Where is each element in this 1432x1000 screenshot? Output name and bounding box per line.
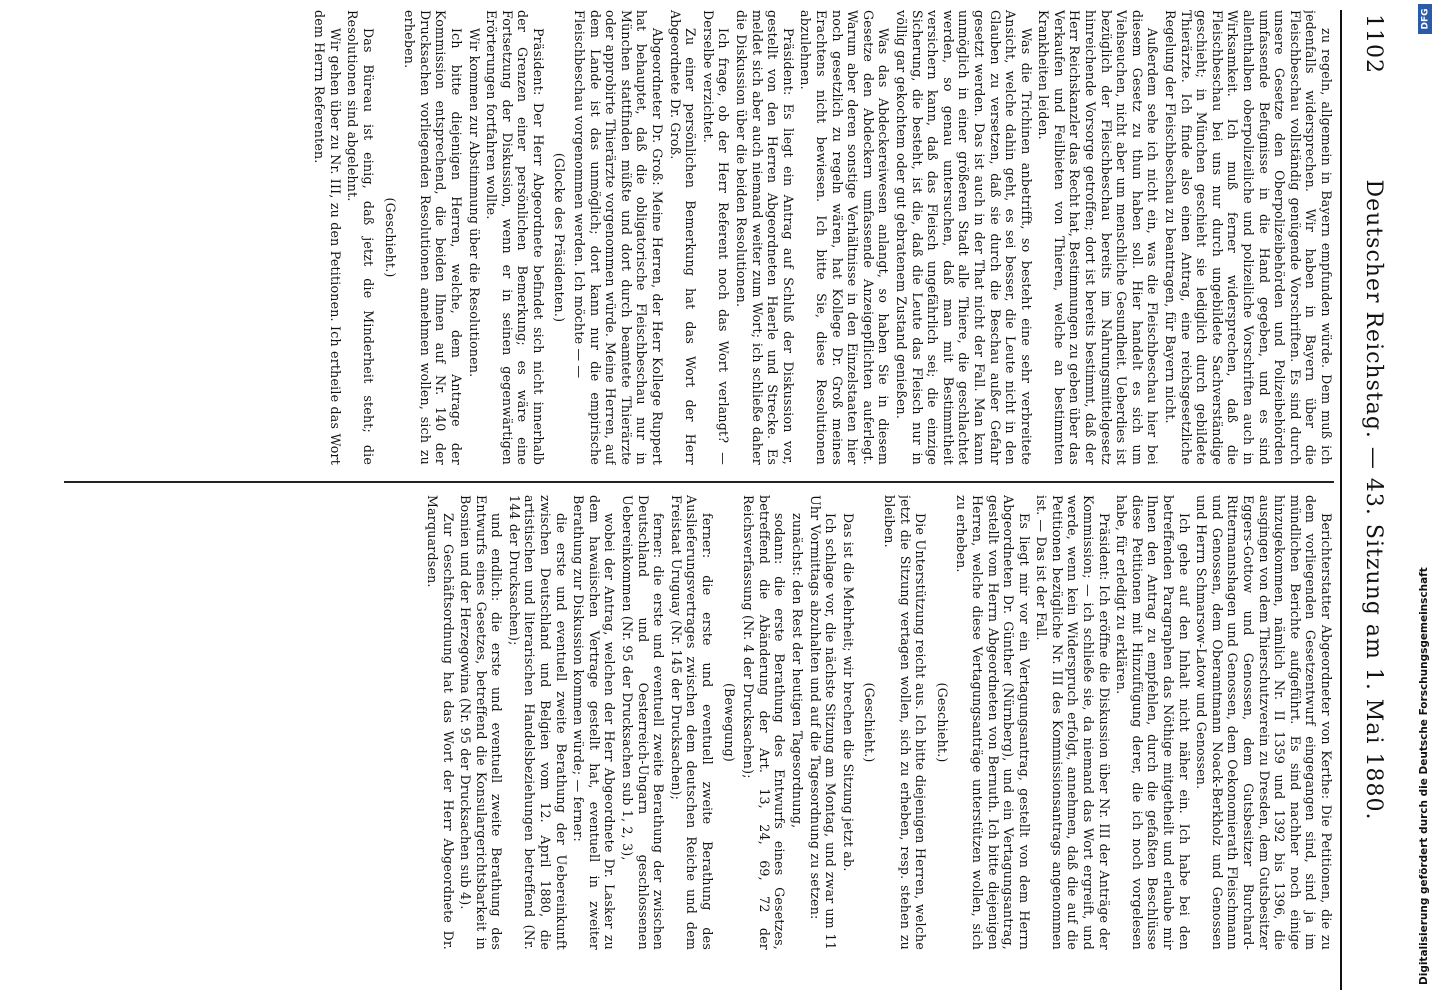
paragraph: zu regeln, allgemein in Bayern empfunden würde. Dem muß ich jedenfalls widersprechen. Wir haben in Bayern über die Fleischbeschau vollständig genügende Vorschriften. Es sind durch unsere Gesetze den Oberpolizeibehörden und Polizeibehörden umfassende Befugnisse in die Hand gegeben, und es sind allenthalben oberpolizeiliche und polizeiliche Vorschriften auch in Wirksamkeit. Ich muß ferner widersprechen, daß die Fleischbeschau bei uns nur durch ungebildete Sachverständige geschieht; in München geschieht sie lediglich durch gebildete Thierärzte. Ich finde also einen Antrag, eine reichsgesetzliche Regelung der Fleischbeschau zu beantragen, für Bayern nicht.: [1163, 10, 1334, 465]
paragraph: ferner: die erste und eventuell zweite Berathung des Auslieferungsvertrages zwischen dem deutschen Reiche und dem Freistaat Uruguay (Nr. 145 der Drucksachen);: [668, 495, 716, 950]
page-header: [1346, 10, 1390, 990]
paragraph: wobei der Antrag, welchen der Herr Abgeordnete Dr. Lasker zu dem hawaiischen Vertrage gestellt hat, eventuell in zweiter Berathung zur Diskussion kommen würde; — ferner:: [571, 495, 618, 950]
paragraph: (Bewegung): [721, 682, 737, 763]
paragraph: Berichterstatter Abgeordneter von Kerthe: Die Petitionen, die zu dem vorliegenden Gesetzentwurf eingegangen sind, sind ja im mündlichen Berichte aufgeführt. Es sind nachher noch einige hinzugekommen, nämlich Nr. II 1359 und 1392 bis 1396, die ausgingen von dem Thierschutzverein zu Dresden, dem Gutsbesitzer Eggers-Gottow und Genossen, dem Gutsbesitzer Burchard-Rittermannshagen und Genossen, dem Oekonomierath Fleischmann und Genossen, dem Oberamtmann Noack-Berkholz und Genossen und Herrn Schmarsow-Latow und Genossen.: [1194, 495, 1334, 950]
paragraph: Ich bitte diejenigen Herren, welche, dem Antrage der Kommission entsprechend, die beiden Ihnen auf Nr. 140 der Drucksachen vorliegenden Resolutionen annehmen wollen, sich zu erheben.: [402, 10, 464, 465]
paragraph: sodann: die erste Berathung des Entwurfs eines Gesetzes, betreffend die Abänderung der Art. 13, 24, 69, 72 der Reichsverfassung (Nr. 4 der Drucksachen);: [741, 495, 788, 950]
paragraph: Wir gehen über zu Nr. III, zu den Petitionen. Ich ertheile das Wort dem Herrn Referenten.: [312, 10, 343, 465]
paragraph: Ich schlage vor, die nächste Sitzung am Montag, und zwar um 11 Uhr Vormittags abzuhalten und auf die Tagesordnung zu setzen:: [807, 495, 839, 950]
document-page: [50, 10, 1390, 990]
paragraph: und endlich: die erste und eventuell zweite Berathung des Entwurfs eines Gesetzes, betreffend die Konsulargerichtsbarkeit in Bosnien und der Herzegowina (Nr. 95 der Drucksachen sub 4).: [458, 495, 505, 950]
paragraph: Es liegt mir vor ein Vertagungsantrag, gestellt von dem Herrn Abgeordneten Dr. Günther (Nürnberg), und ein Vertagungsantrag, gestellt vom Herrn Abgeordneten von Bernuth. Ich bitte diejenigen Herren, welche diese Vertagungsanträge unterstützen wollen, sich zu erheben.: [954, 495, 1032, 950]
paragraph: Das ist die Mehrheit; wir brechen die Sitzung jetzt ab.: [840, 513, 856, 872]
paragraph: Was die Trichinen anbetrifft, so besteht eine sehr verbreitete Ansicht, welche dahin geht, es sei besser, die Leute nicht in den Glauben zu versetzen, daß sie durch die Beschau außer Gefahr gesetzt werden. Das ist auch in der That nicht der Fall. Man kann unmöglich in einer größeren Stadt alle Thiere, die geschlachtet werden, so genau untersuchen, daß man mit Bestimmtheit versichern kann, daß das Fleisch ungefährlich sei; die einzige Sicherung, die besteht, ist die, daß die Leute das Fleisch nur in völlig gar gekochtem oder gut gebratenem Zustand genießen.: [893, 10, 1034, 465]
paragraph: Zu einer persönlichen Bemerkung hat das Wort der Herr Abgeordnete Dr. Groß.: [667, 10, 699, 465]
paragraph: Was das Abdeckereiwesen anlangt, so haben Sie in diesem Gesetze den Abdeckern umfassende Anzeigepflichten auferlegt. Warum aber deren sonstige Verhältnisse in den Einzelstaaten hier noch gesetzlich zu regeln wären, hat Kollege Dr. Groß meines Erachtens nicht bewiesen. Ich bitte Sie, diese Resolutionen abzulehnen.: [798, 10, 892, 465]
header-rule: [1340, 10, 1342, 990]
paragraph: Präsident: Der Herr Abgeordnete befindet sich nicht innerhalb der Grenzen einer persönlichen Bemerkung; es wäre eine Fortsetzung der Diskussion, wenn er in seinen gegenwärtigen Erörterungen fortfahren wollte.: [484, 10, 546, 465]
paragraph: Ich frage, ob der Herr Referent noch das Wort verlangt? — Derselbe verzichtet.: [700, 10, 732, 465]
paragraph: Ich gehe auf den Inhalt nicht näher ein. Ich habe bei den betreffenden Paragraphen das Nöthige mitgetheilt und erlaube mir Ihnen den Antrag zu empfehlen, durch die gefaßten Beschlüsse diese Petitionen mit Hinzufügung derer, die ich noch vorgelesen habe, für erledigt zu erklären.: [1114, 495, 1192, 950]
dfg-logo: [1418, 4, 1432, 34]
dfg-logo-text: DFG: [1420, 8, 1431, 30]
page-title: Deutscher Reichstag. — 43. Sitzung am 1. Mai 1880.: [1361, 179, 1386, 821]
digitization-credit: Digitalisierung gefördert durch die Deutsche Forschungsgemeinschaft: [1418, 567, 1430, 985]
paragraph: die erste und eventuell zweite Berathung der Uebereinkunft zwischen Deutschland und Belgien vom 12. April 1880, die artistischen und literarischen Handelsbeziehungen betreffend (Nr. 144 der Drucksachen);: [506, 495, 569, 950]
paragraph: Außerdem sehe ich nicht ein, was die Fleischbeschau hier bei diesem Gesetz zu thun haben soll. Hier handelt es sich um Viehseuchen, nicht aber um menschliche Gesundheit. Ueberdies ist bezüglich der Fleischbeschau bereits im Nahrungsmittelgesetz hinreichende Vorsorge getroffen; dort ist bereits bestimmt, daß der Herr Reichskanzler das Recht hat, Bestimmungen zu geben über das Verkaufen und Feilbieten von Thieren, welche an bestimmten Krankheiten leiden.: [1036, 10, 1161, 465]
left-column: [64, 10, 1334, 465]
paragraph: (Geschieht.): [862, 682, 878, 763]
paragraph: Präsident: Ich eröffne die Diskussion über Nr. III der Anträge der Kommission; — ich schließe sie, da niemand das Wort ergreift, und werde, wenn kein Widerspruch erfolgt, annehmen, daß die auf die Petitionen bezügliche Nr. III des Kommissionsantrags angenommen ist. — Das ist der Fall.: [1034, 495, 1112, 950]
paragraph: zunächst: den Rest der heutigen Tagesordnung,: [790, 513, 805, 829]
paragraph: (Glocke des Präsidenten.): [552, 152, 568, 323]
paragraph: Das Büreau ist einig, daß jetzt die Minderheit steht; die Resolutionen sind abgelehnt.: [345, 10, 376, 465]
page-number: 1102: [1361, 14, 1386, 74]
paragraph: Zur Geschäftsordnung hat das Wort der Herr Abgeordnete Dr. Marquardsen.: [424, 495, 456, 950]
paragraph: (Geschieht.): [934, 682, 950, 763]
right-column: [64, 495, 1334, 950]
paragraph: Wir kommen zur Abstimmung über die Resolutionen.: [466, 28, 482, 378]
paragraph: ferner: die erste und eventuell zweite Berathung der zwischen Deutschland und Oesterreich-Ungarn geschlossenen Uebereinkommen (Nr. 95 der Drucksachen sub 1, 2, 3),: [620, 495, 667, 950]
paragraph: Die Unterstützung reicht aus. Ich bitte diejenigen Herren, welche jetzt die Sitzung vertagen wollen, sich zu erheben, resp. stehen zu bleiben.: [881, 495, 929, 950]
paragraph: (Geschieht.): [382, 197, 398, 278]
column-divider: [64, 481, 1334, 483]
paragraph: Abgeordneter Dr. Groß: Meine Herren, der Herr Kollege Ruppert hat behauptet, daß die obligatorische Fleischbeschau nur in München stattfinden müßte und dort durch beamtete Thierärzte oder approbirte Thierärzte vorgenommen würde. Meine Herren, auf dem Lande ist das unmöglich; dort kann nur die empirische Fleischbeschau vorgenommen werden. Ich möchte — —: [572, 10, 666, 465]
paragraph: Präsident: Es liegt ein Antrag auf Schluß der Diskussion vor, gestellt von den Herren Abgeordneten Haerle und Strecke. Es meldet sich aber auch niemand weiter zum Wort; ich schließe daher die Diskussion über die beiden Resolutionen.: [734, 10, 796, 465]
